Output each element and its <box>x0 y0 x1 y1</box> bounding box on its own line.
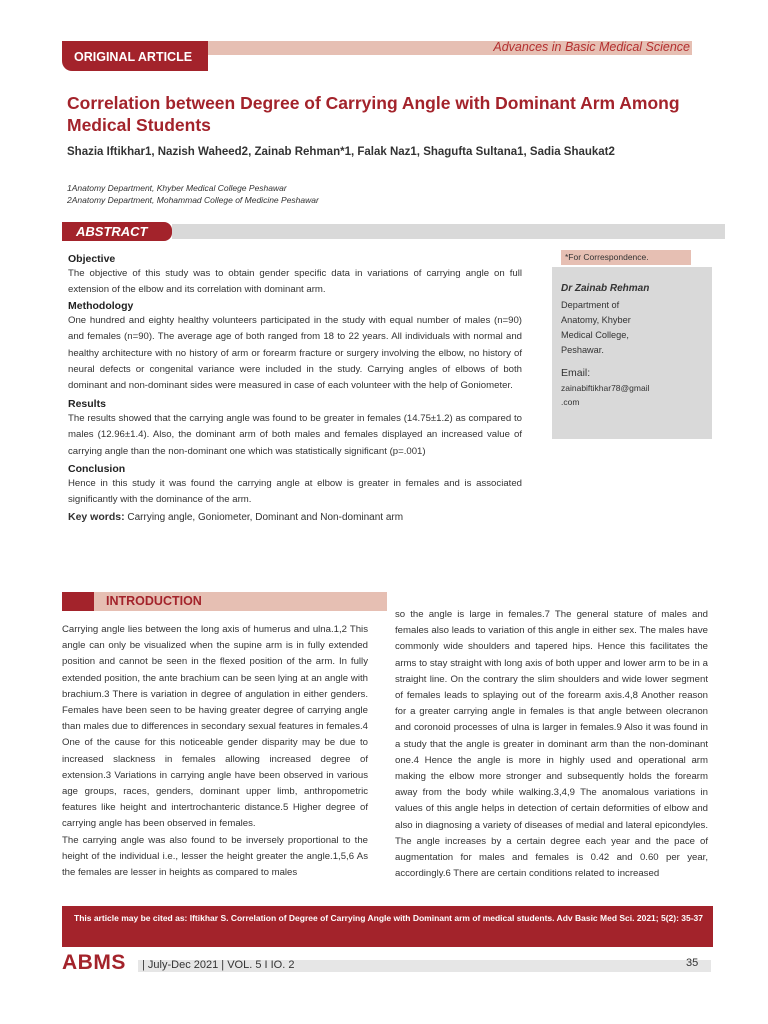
correspondence-email-1[interactable]: zainabiftikhar78@gmail <box>561 383 650 393</box>
introduction-paragraph-2: The carrying angle was also found to be inversely proportional to the height of the individual i.e., lesser the height greater the angle.1,5,6 As the females are lesser in heights as compared to males <box>62 834 368 879</box>
citation-box: This article may be cited as: Iftikhar S. Correlation of Degree of Carrying Angle with Dominant arm of medical students. Adv Basic Med Sci. 2021; 5(2): 35-37 <box>62 906 713 947</box>
conclusion-heading: Conclusion <box>68 463 126 476</box>
issue-info: | July-Dec 2021 | VOL. 5 I IO. 2 <box>142 959 295 971</box>
author-list: Shazia Iftikhar1, Nazish Waheed2, Zainab Rehman*1, Falak Naz1, Shagufta Sultana1, Sadia Shaukat2 <box>67 146 615 158</box>
abstract-body <box>68 252 522 526</box>
keywords-text: Carrying angle, Goniometer, Dominant and Non-dominant arm <box>127 511 404 523</box>
affiliation-2: 2Anatomy Department, Mohammad College of Medicine Peshawar <box>67 195 319 205</box>
correspondence-email-label: Email: <box>561 367 591 379</box>
results-text: The results showed that the carrying angle was found to be greater in females (14.75±1.2) as compared to males (12.96±1.4). Also, the dominant arm of both males and females displayed an increased value of carrying angle than the non-dominant one which was statistically significant (p=.001) <box>68 412 522 457</box>
introduction-right-column <box>395 607 708 882</box>
article-title: Correlation between Degree of Carrying Angle with Dominant Arm Among Medical Students <box>67 93 680 135</box>
keywords <box>68 509 522 526</box>
correspondence-dept-1: Department of <box>561 300 620 310</box>
correspondence-dept-4: Peshawar. <box>561 345 604 355</box>
correspondence-email-2[interactable]: .com <box>561 397 580 407</box>
abstract-bar <box>172 224 725 239</box>
abstract-heading: ABSTRACT <box>62 222 172 241</box>
methodology-text: One hundred and eighty healthy volunteers participated in the study with equal number of males (n=90) and females (n=90). The average age of both ranged from 18 to 22 years. All individuals with normal and healthy architecture with no history of arm or forearm fracture or surgery involving the elbow, no history of neural defects or congenital variance were included in the study. Carrying angles of elbows of both dominant and non-dominant sides were measured in case of each volunteer with the help of Goniometer. <box>68 314 522 392</box>
introduction-heading: INTRODUCTION <box>106 594 202 608</box>
correspondence-name: Dr Zainab Rehman <box>561 283 650 294</box>
journal-name: Advances in Basic Medical Science <box>493 40 690 54</box>
introduction-paragraph-1: Carrying angle lies between the long axis of humerus and ulna.1,2 This angle can only be visualized when the supine arm is in fully extended position and cannot be seen in the flexed position of the arm. In fully extended position, the ante brachium can be seen lying at an angle with brachium.3 There is variation in degree of angulation in either genders. Females have been seen to be having greater degree of carrying angle than males due to differences in secondary sexual features in females.4 One of the cause for this noticeable gender disparity may be due to increased slackness in females allowing increased degree of extension.3 Variations in carrying angle have been observed in various age groups, races, genders, dominant upper limb, anthropometric features like height and intertrochanteric distance.5 Higher degree of carrying angle has been observed in females. <box>62 624 368 830</box>
correspondence-box <box>552 267 712 439</box>
affiliations <box>67 182 319 206</box>
affiliation-1: 1Anatomy Department, Khyber Medical College Peshawar <box>67 183 287 193</box>
journal-logo: ABMS <box>62 951 126 974</box>
page-number: 35 <box>686 957 699 969</box>
methodology-heading: Methodology <box>68 299 134 312</box>
correspondence-heading: *For Correspondence. <box>561 250 691 265</box>
conclusion-text: Hence in this study it was found the carrying angle at elbow is greater in females and is associated significantly with the dominance of the arm. <box>68 478 522 506</box>
objective-heading: Objective <box>68 253 116 265</box>
article-type-tag: ORIGINAL ARTICLE <box>62 41 208 71</box>
results-heading: Results <box>68 397 106 410</box>
introduction-left-column <box>62 622 368 881</box>
correspondence-dept-3: Medical College, <box>561 330 629 340</box>
introduction-accent <box>62 592 94 611</box>
correspondence-dept-2: Anatomy, Khyber <box>561 315 631 325</box>
objective-text: The objective of this study was to obtain gender specific data in variations of carrying angle on full extension of the elbow and its correlation with dominant arm. <box>68 268 522 296</box>
introduction-paragraph-3: so the angle is large in females.7 The general stature of males and females also leads to variation of this angle in either sex. The males have commonly wide shoulders and tapered hips. Hence this facilitates the arms to stay straight with long axis of both upper and lower arm to be in a straight line. On the contrary the slim shoulders and wide lower segment of females leads to splaying out of the forearm axis.4,8 Another reason for a greater carrying angle in females is that angle between olecranon and coronoid processes of ulna is larger in females.9 Also it was found in a study that the angle is greater in dominant arm than the non-dominant one.4 Hence the angle is more in highly used and operational arm making the elbow more stronger and subsequently holds the forearm away from the body while walking.3,4,9 The anomalous variations in values of this angle helps in detection of certain deformities of elbow and also in diagnosing a variety of diseases of medial and lateral epicondyles. The angle increases by a certain degree each year and the pace of augmentation for males and females is 0.42 and 0.60 per year, accordingly.6 There are certain conditions related to increased <box>395 609 708 880</box>
keywords-label: Key words: <box>68 510 125 523</box>
